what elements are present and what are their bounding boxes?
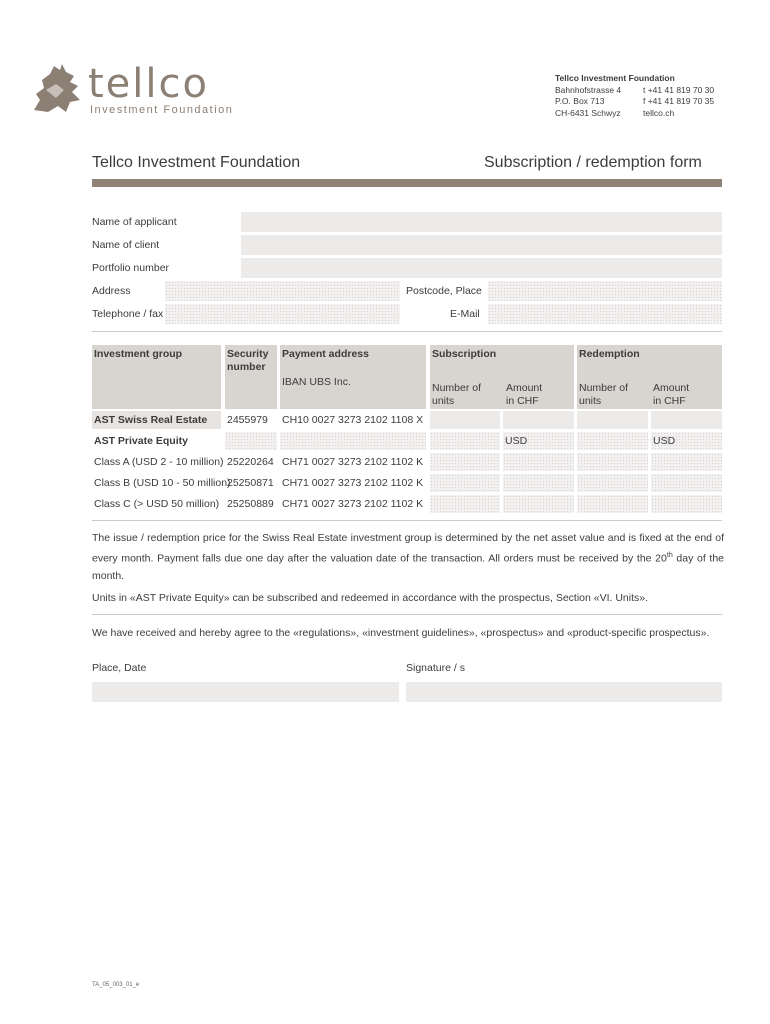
sub-units-input: [430, 432, 500, 450]
signature-field[interactable]: [406, 682, 722, 702]
sub-amount-input[interactable]: [503, 495, 574, 513]
page-title-left: Tellco Investment Foundation: [92, 154, 301, 171]
table-row-group: Class B (USD 10 - 50 million): [94, 477, 231, 489]
knight-emblem-icon: [26, 60, 86, 116]
th-redemption: Redemption: [577, 345, 722, 409]
page-title-right: Subscription / redemption form: [484, 154, 702, 171]
city: CH-6431 Schwyz: [555, 107, 621, 118]
telephone-field[interactable]: [165, 304, 400, 324]
red-units-input[interactable]: [577, 411, 648, 429]
applicant-label: Name of applicant: [92, 216, 177, 228]
table-row-iban: CH71 0027 3273 2102 1102 K: [282, 477, 424, 489]
table-row-group: Class C (> USD 50 million): [94, 498, 220, 510]
client-label: Name of client: [92, 239, 160, 251]
red-units-input: [577, 432, 648, 450]
table-row-group: Class A (USD 2 - 10 million): [94, 456, 224, 468]
org-name: Tellco Investment Foundation: [555, 73, 675, 83]
portfolio-label: Portfolio number: [92, 262, 170, 274]
title-divider: [92, 179, 722, 187]
table-row-security: 25250871: [227, 477, 274, 489]
form-code: TA_05_003_01_e: [92, 982, 140, 988]
red-amount-input[interactable]: [651, 474, 722, 492]
red-amount-input[interactable]: [651, 495, 722, 513]
applicant-field[interactable]: [241, 212, 722, 232]
logo: [26, 58, 256, 120]
place-date-label: Place, Date: [92, 662, 147, 674]
sub-units-input[interactable]: [430, 495, 500, 513]
red-amount-input[interactable]: [651, 411, 722, 429]
red-amount-input[interactable]: [651, 453, 722, 471]
portfolio-field[interactable]: [241, 258, 722, 278]
divider: [92, 331, 722, 332]
sub-amount-input[interactable]: [503, 411, 574, 429]
table-row-security: 25250889: [227, 498, 274, 510]
red-units-input[interactable]: [577, 453, 648, 471]
postcode-field[interactable]: [488, 281, 722, 301]
th-investment-group: Investment group: [92, 345, 221, 409]
payment-sub: IBAN UBS Inc.: [282, 376, 351, 388]
address-field[interactable]: [165, 281, 400, 301]
th-subscription: Subscription: [430, 345, 574, 409]
table-row-group: AST Private Equity: [94, 435, 188, 447]
sub-amount-header: Amount in CHF: [506, 382, 543, 407]
private-equity-note: Units in «AST Private Equity» can be subscribed and redeemed in accordance with the prospectus, Section «VI. Units».: [92, 592, 649, 604]
place-date-field[interactable]: [92, 682, 399, 702]
sub-units-header: Number of units: [432, 382, 482, 407]
fax: f +41 41 819 70 35: [643, 96, 715, 106]
sub-units-input[interactable]: [430, 411, 500, 429]
table-row-iban: CH10 0027 3273 2102 1108 X: [282, 414, 424, 426]
red-amount-input: USD: [651, 432, 722, 450]
table-row-iban: CH71 0027 3273 2102 1102 K: [282, 456, 424, 468]
table-row-security: 2455979: [227, 414, 268, 426]
email-label: E-Mail: [450, 308, 480, 320]
red-units-input[interactable]: [577, 495, 648, 513]
sub-amount-input: USD: [503, 432, 574, 450]
divider: [92, 520, 722, 521]
website[interactable]: tellco.ch: [643, 107, 675, 118]
th-security-number: Security number: [225, 345, 277, 409]
address-label: Address: [92, 285, 131, 297]
brand-wordmark: tellco: [88, 61, 209, 107]
sub-amount-input[interactable]: [503, 474, 574, 492]
address-block: [555, 73, 735, 119]
email-field[interactable]: [488, 304, 722, 324]
th-payment-address: Payment address IBAN UBS Inc.: [280, 345, 426, 409]
table-row-security: [225, 432, 277, 450]
divider: [92, 614, 722, 615]
table-row-security: 25220264: [227, 456, 274, 468]
sub-units-input[interactable]: [430, 474, 500, 492]
postcode-label: Postcode, Place: [406, 285, 482, 297]
signature-label: Signature / s: [406, 662, 465, 674]
pricing-note: The issue / redemption price for the Swiss Real Estate investment group is determined by the net asset value and is fixed at the end of every month. Payment falls due one day after the valuation date of the transaction. All orders must be received by the 20th day of the month.: [92, 532, 724, 582]
street: Bahnhofstrasse 4: [555, 84, 622, 95]
telephone-label: Telephone / fax: [92, 308, 164, 320]
brand-subtitle: Investment Foundation: [90, 104, 234, 116]
red-units-header: Number of units: [579, 382, 629, 407]
agreement-note: We have received and hereby agree to the «regulations», «investment guidelines», «prospectus» and «product-specific prospectus».: [92, 627, 710, 639]
sub-units-input[interactable]: [430, 453, 500, 471]
sub-amount-input[interactable]: [503, 453, 574, 471]
table-row-iban: CH71 0027 3273 2102 1102 K: [282, 498, 424, 510]
client-field[interactable]: [241, 235, 722, 255]
pobox: P.O. Box 713: [555, 96, 605, 106]
red-amount-header: Amount in CHF: [653, 382, 690, 407]
table-row-iban: [280, 432, 426, 450]
red-units-input[interactable]: [577, 474, 648, 492]
phone: t +41 41 819 70 30: [643, 84, 715, 95]
table-row-group: AST Swiss Real Estate: [92, 411, 221, 429]
